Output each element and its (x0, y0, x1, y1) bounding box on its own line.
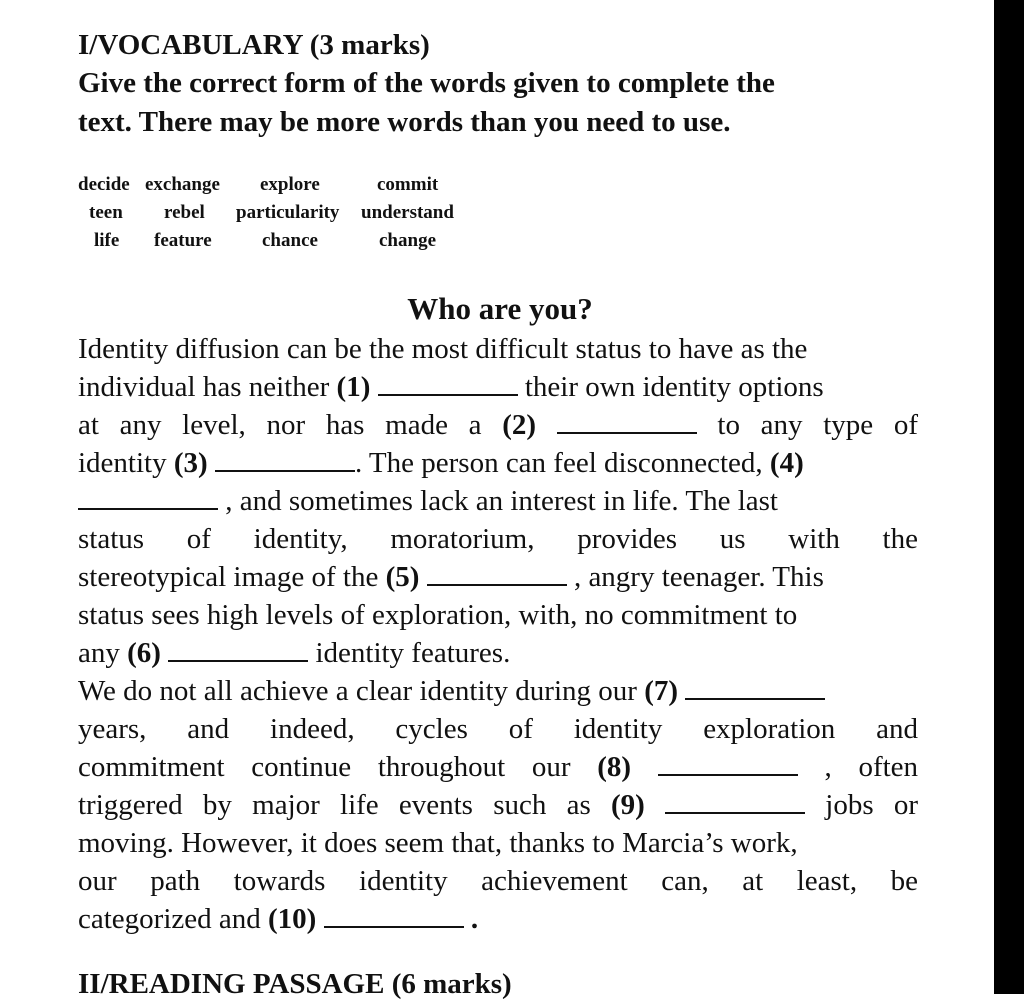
word-bank-item: change (379, 230, 436, 251)
word-bank-row (78, 174, 498, 202)
answer-blank-9[interactable] (665, 788, 805, 814)
word-bank-item: teen (89, 202, 123, 223)
word-bank-row (78, 202, 498, 230)
answer-blank-7[interactable] (685, 674, 825, 700)
instruction-line-2: text. There may be more words than you need to use. (78, 106, 731, 138)
passage-line: status sees high levels of exploration, with, no commitment to (78, 599, 798, 631)
word-bank-item: rebel (164, 202, 205, 223)
passage-text (78, 330, 918, 938)
answer-blank-5[interactable] (427, 560, 567, 586)
passage-line: any (6) identity features. (78, 637, 511, 669)
passage-line: We do not all achieve a clear identity during our (7) (78, 672, 918, 710)
blank-label: (3) (173, 447, 208, 479)
answer-blank-1[interactable] (378, 370, 518, 396)
answer-blank-10[interactable] (324, 902, 464, 928)
instructions-block (78, 26, 920, 142)
blank-label: (4) (769, 447, 804, 479)
blank-label: (7) (644, 675, 679, 707)
passage-title: Who are you? (407, 291, 593, 326)
word-bank-row (78, 230, 498, 258)
instruction-line-1: Give the correct form of the words given to complete the (78, 67, 775, 99)
next-section-heading: II/READING PASSAGE (6 marks) (78, 968, 512, 1000)
word-bank-item: life (94, 230, 120, 251)
page-edge-bar (994, 0, 1024, 994)
word-bank-item: particularity (236, 202, 340, 223)
passage-line: years, and indeed, cycles of identity exploration and (78, 713, 918, 745)
passage-line: individual has neither (1) their own identity options (78, 371, 824, 403)
word-bank-item: commit (377, 174, 439, 195)
passage-line: at any level, nor has made a (2) to any type of (78, 409, 918, 441)
answer-blank-2[interactable] (557, 408, 697, 434)
answer-blank-3[interactable] (215, 446, 355, 472)
word-bank-item: exchange (145, 174, 220, 195)
passage-line: moving. However, it does seem that, thanks to Marcia’s work, (78, 827, 798, 859)
blank-label: (2) (502, 409, 537, 441)
passage-line: stereotypical image of the (5) , angry teenager. This (78, 561, 824, 593)
answer-blank-8[interactable] (658, 750, 798, 776)
passage-line: Identity diffusion can be the most difficult status to have as the (78, 333, 808, 365)
word-bank-item: understand (361, 202, 454, 223)
passage-line: our path towards identity achievement can, at least, be (78, 865, 918, 897)
word-bank (78, 174, 498, 258)
passage-line: categorized and (10) . (78, 903, 479, 935)
passage-line: commitment continue throughout our (8) , often (78, 751, 919, 783)
blank-label: (5) (385, 561, 420, 593)
word-bank-item: feature (154, 230, 212, 251)
passage-line: identity (3) . The person can feel disconnected, (4) (78, 447, 804, 479)
blank-label: (8) (597, 751, 632, 783)
word-bank-item: chance (262, 230, 318, 251)
answer-blank-6[interactable] (168, 636, 308, 662)
passage-line: status of identity, moratorium, provides us with the (78, 523, 918, 555)
blank-label: (1) (336, 371, 371, 403)
word-bank-item: decide (78, 174, 130, 195)
passage-line: , and sometimes lack an interest in life. The last (78, 482, 918, 520)
blank-label: (10) (268, 903, 317, 935)
passage-line: triggered by major life events such as (9) jobs or (78, 789, 919, 821)
word-bank-item: explore (260, 174, 320, 195)
blank-label: (6) (127, 637, 161, 669)
answer-blank-4[interactable] (78, 484, 218, 510)
section-heading: I/VOCABULARY (3 marks) (78, 29, 430, 61)
blank-label: (9) (610, 789, 645, 821)
